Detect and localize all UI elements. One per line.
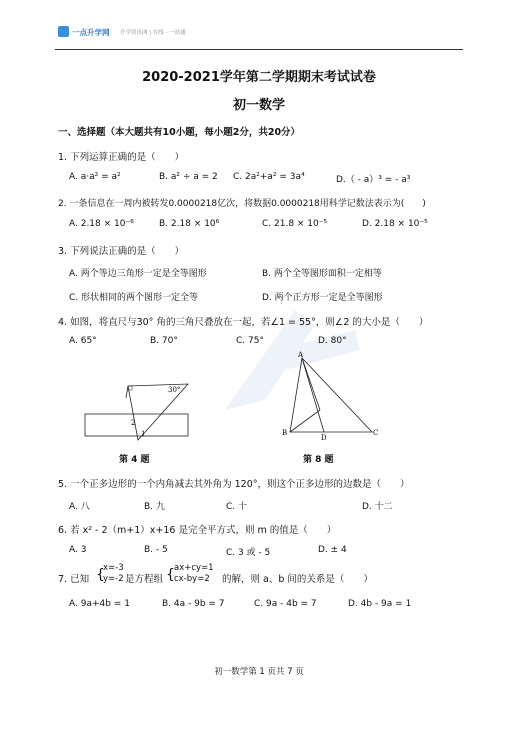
header-divider bbox=[55, 49, 463, 50]
system-1 bbox=[103, 563, 124, 585]
q1-option-d: D.（ - a）³ = - a³ bbox=[336, 175, 411, 185]
page-footer: 初一数学第 1 页共 7 页 bbox=[214, 667, 304, 677]
figure-4-caption: 第 4 题 bbox=[119, 455, 150, 465]
system-2-line-2: cx-by=2 bbox=[174, 574, 210, 584]
q7-option-b: B. 4a - 9b = 7 bbox=[162, 599, 225, 609]
q5-option-b: B. 九 bbox=[144, 502, 165, 512]
q5-option-c: C. 十 bbox=[226, 502, 248, 512]
brace-left-2: { bbox=[166, 567, 175, 583]
fig4-label-angle: 30° bbox=[168, 386, 181, 394]
q4-option-d: D. 80° bbox=[318, 336, 347, 346]
q5-option-a: A. 八 bbox=[69, 502, 90, 512]
question-6-stem: 6. 若 x² - 2（m+1）x+16 是完全平方式，则 m 的值是（ ） bbox=[58, 525, 337, 536]
q6-option-b: B. - 5 bbox=[144, 545, 168, 555]
q7-option-a: A. 9a+4b = 1 bbox=[69, 599, 130, 609]
question-3-stem: 3. 下列说法正确的是（ ） bbox=[58, 246, 185, 257]
q3-option-a: A. 两个等边三角形一定是全等图形 bbox=[69, 269, 207, 279]
q5-option-d: D. 十二 bbox=[362, 502, 393, 512]
question-2-stem: 2. 一条信息在一周内被转发0.0000218亿次，将数据0.0000218用科学记数法表示为( ) bbox=[58, 199, 426, 209]
system-2 bbox=[174, 563, 214, 585]
figure-8-diagram bbox=[280, 350, 380, 440]
q4-option-a: A. 65° bbox=[69, 336, 97, 346]
fig4-label-1: 1 bbox=[141, 430, 146, 438]
brand-slogan: 升学资讯网 | 在线 · 一站通 bbox=[120, 30, 186, 36]
cube-logo-icon bbox=[58, 26, 69, 37]
q1-option-c: C. 2a²+a² = 3a⁴ bbox=[233, 172, 305, 182]
brand-name: 一点升学网 bbox=[72, 28, 110, 37]
exam-title: 2020-2021学年第二学期期末考试试卷 bbox=[142, 70, 376, 85]
q3-option-b: B. 两个全等图形面积一定相等 bbox=[262, 269, 382, 279]
figure-8-caption: 第 8 题 bbox=[303, 455, 334, 465]
q7-option-d: D. 4b - 9a = 1 bbox=[348, 599, 412, 609]
q7-option-c: C. 9a - 4b = 7 bbox=[254, 599, 317, 609]
system-1-line-1: x=-3 bbox=[103, 563, 124, 573]
fig4-label-2: 2 bbox=[131, 419, 136, 427]
fig8-label-b: B bbox=[282, 429, 288, 437]
fig8-label-c: C bbox=[373, 429, 379, 437]
q1-option-a: A. a·a² = a² bbox=[69, 172, 121, 182]
q6-option-c: C. 3 或 - 5 bbox=[226, 548, 271, 558]
q1-option-b: B. a² ÷ a = 2 bbox=[159, 172, 218, 182]
q2-option-b: B. 2.18 × 10⁶ bbox=[159, 219, 220, 229]
fig8-label-a: A bbox=[298, 351, 304, 359]
section-heading: 一、选择题（本大题共有10小题，每小题2分，共20分） bbox=[58, 127, 301, 138]
question-7-prefix: 7. 已知 bbox=[58, 574, 90, 585]
q6-option-a: A. 3 bbox=[69, 545, 87, 555]
fig8-label-d: D bbox=[321, 434, 327, 440]
question-1-stem: 1. 下列运算正确的是（ ） bbox=[58, 152, 185, 163]
q3-option-c: C. 形状相同的两个图形一定全等 bbox=[69, 293, 199, 303]
q4-option-b: B. 70° bbox=[150, 336, 178, 346]
q2-option-a: A. 2.18 × 10⁻⁶ bbox=[69, 219, 134, 229]
q4-option-c: C. 75° bbox=[236, 336, 264, 346]
system-2-line-1: ax+cy=1 bbox=[174, 563, 214, 573]
brace-left-1: { bbox=[96, 567, 105, 583]
figure-4-diagram bbox=[80, 378, 195, 444]
system-1-line-2: y=-2 bbox=[103, 574, 124, 584]
q2-option-c: C. 21.8 × 10⁻⁵ bbox=[262, 219, 328, 229]
q6-option-d: D. ± 4 bbox=[318, 545, 347, 555]
question-7-middle: 是方程组 bbox=[125, 574, 164, 585]
q2-option-d: D. 2.18 × 10⁻⁵ bbox=[362, 219, 428, 229]
question-7-suffix: 的解，则 a、b 间的关系是（ ） bbox=[222, 574, 373, 585]
exam-subject: 初一数学 bbox=[232, 98, 285, 113]
q3-option-d: D. 两个正方形一定是全等图形 bbox=[262, 293, 383, 303]
question-5-stem: 5. 一个正多边形的一个内角减去其外角为 120°，则这个正多边形的边数是（ ） bbox=[58, 479, 410, 490]
question-4-stem: 4. 如图，将直尺与30° 角的三角尺叠放在一起，若∠1 = 55°，则∠2 的大小是（ ） bbox=[58, 317, 429, 328]
